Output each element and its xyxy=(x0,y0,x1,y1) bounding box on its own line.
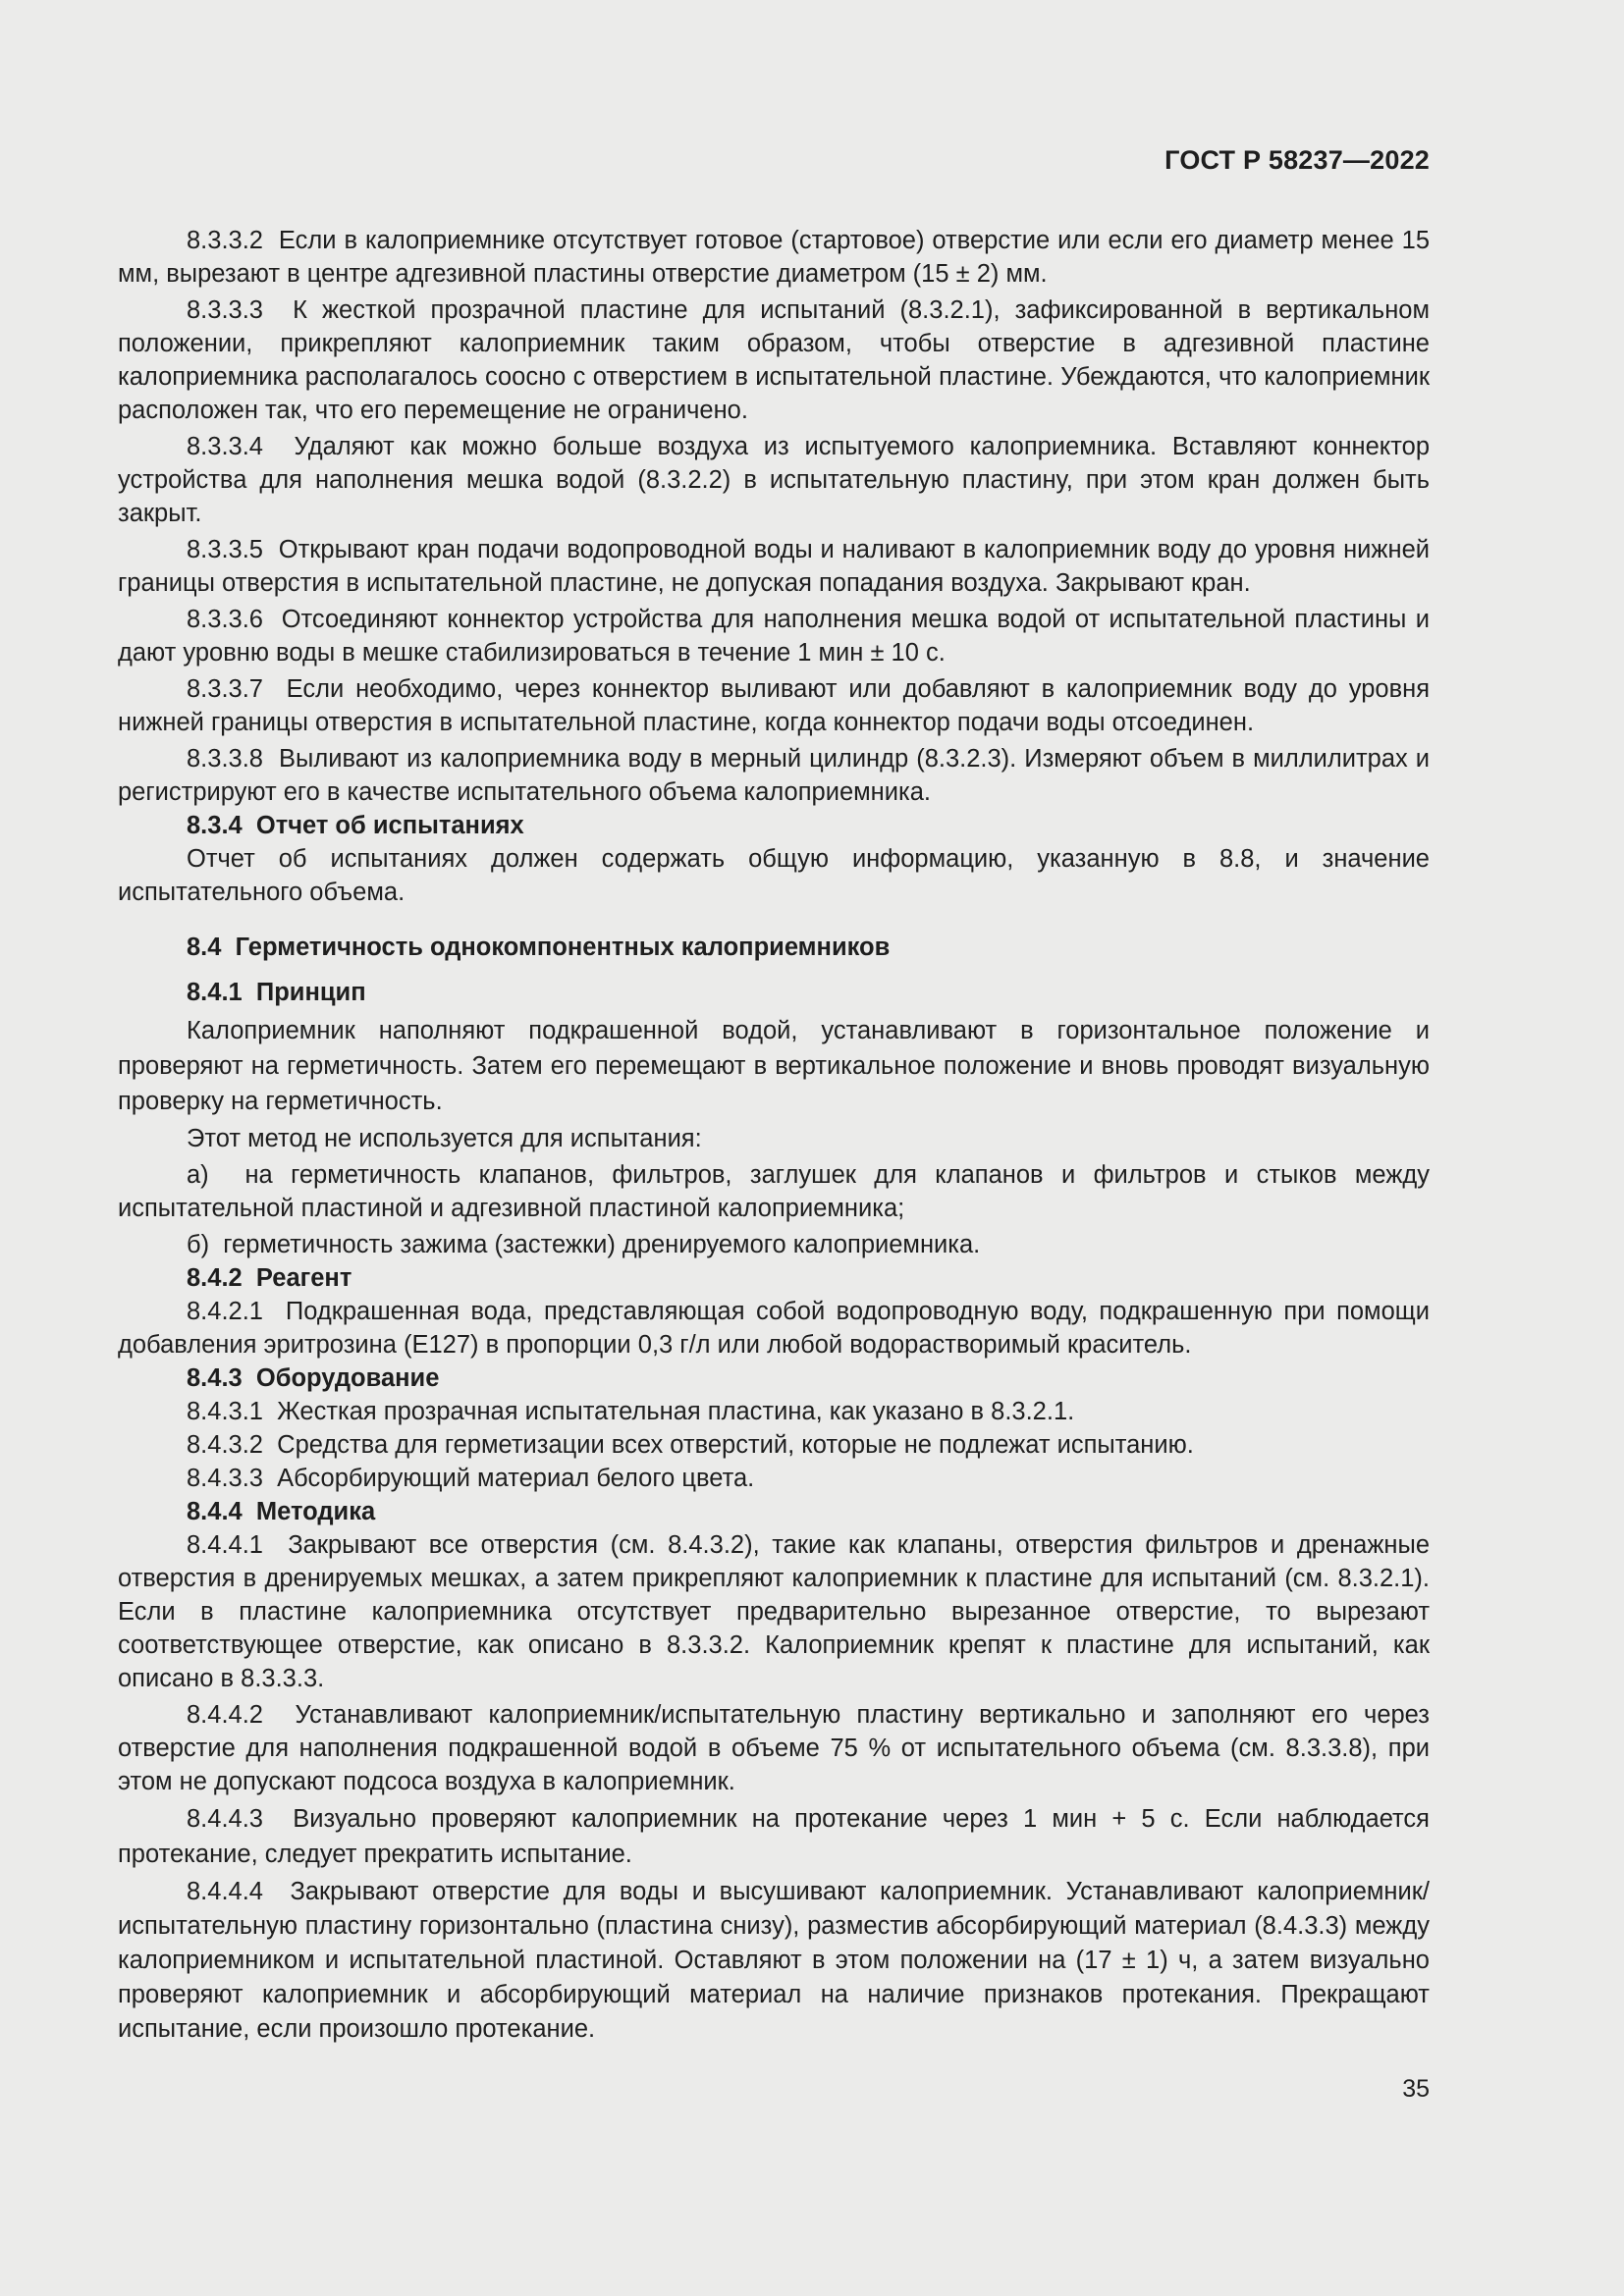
section-title: Принцип xyxy=(255,979,366,1006)
clause-text: Визуально проверяют калоприемник на протекание через 1 мин + 5 с. Если наблюдается протекание, следует прекратить испытание. xyxy=(118,1805,1430,1868)
clause-text: Отсоединяют коннектор устройства для наполнения мешка водой от испытательной пластины и дают уровню воды в мешке стабилизироваться в течение 1 мин ± 10 с. xyxy=(118,606,1430,667)
paragraph-principle xyxy=(118,1013,1430,1119)
paragraph-8-3-3-4 xyxy=(118,430,1430,530)
clause-text: Средства для герметизации всех отверстий, которые не подлежат испытанию. xyxy=(277,1431,1194,1459)
paragraph-8-4-3-1 xyxy=(118,1395,1430,1428)
section-title: Оборудование xyxy=(255,1364,440,1392)
clause-text: Абсорбирующий материал белого цвета. xyxy=(277,1465,755,1492)
paragraph-report-requirements xyxy=(118,842,1430,909)
section-title: Методика xyxy=(255,1498,376,1525)
section-number: 8.4.4 xyxy=(187,1498,243,1525)
paragraph-8-3-3-5 xyxy=(118,533,1430,600)
section-number: 8.4.2 xyxy=(187,1264,243,1292)
clause-number: 8.4.4.3 xyxy=(187,1805,263,1833)
paragraph-8-4-4-4 xyxy=(118,1875,1430,2047)
clause-number: 8.4.3.2 xyxy=(187,1431,263,1459)
clause-number: 8.3.3.6 xyxy=(187,606,263,633)
clause-number: 8.3.3.2 xyxy=(187,227,263,254)
section-heading-8-4 xyxy=(118,931,1430,964)
paragraph-8-3-3-8 xyxy=(118,742,1430,809)
paragraph-8-4-4-1 xyxy=(118,1528,1430,1695)
section-title: Отчет об испытаниях xyxy=(255,812,524,839)
paragraph-8-3-3-2 xyxy=(118,224,1430,291)
clause-text: Закрывают отверстие для воды и высушивают калоприемник. Устанавливают калоприемник/испытательную пластину горизонтально (пластина снизу), разместив абсорбирующий материал (8.4.3.3) между калоприемником и испытательной пластиной. Оставляют в этом положении на (17 ± 1) ч, а затем визуально проверяют калоприемник и абсорбирующий материал на наличие признаков протекания. Прекращают испытание, если произошло протекание. xyxy=(118,1878,1430,2043)
section-heading-8-4-2 xyxy=(118,1261,1430,1295)
paragraph-text: Калоприемник наполняют подкрашенной водой, устанавливают в горизонтальное положение и проверяют на герметичность. Затем его перемещают в вертикальное положение и вновь проводят визуальную проверку на герметичность. xyxy=(118,1017,1430,1115)
section-title: Герметичность однокомпонентных калоприемников xyxy=(235,934,891,961)
document-header-id: ГОСТ Р 58237—2022 xyxy=(1164,145,1430,175)
list-marker: б) xyxy=(187,1231,210,1258)
paragraph-text: Этот метод не используется для испытания: xyxy=(187,1125,702,1152)
clause-text: К жесткой прозрачной пластине для испытаний (8.3.2.1), зафиксированной в вертикальном положении, прикрепляют калоприемник таким образом, чтобы отверстие в адгезивной пластине калоприемника располагалось соосно с отверстием в испытательной пластине. Убеждаются, что калоприемник расположен так, что его перемещение не ограничено. xyxy=(118,296,1430,424)
list-item-a xyxy=(118,1158,1430,1225)
clause-text: Закрывают все отверстия (см. 8.4.3.2), такие как клапаны, отверстия фильтров и дренажные отверстия в дренируемых мешках, а затем прикрепляют калоприемник к пластине для испытаний (см. 8.3.2.1). Если в пластине калоприемника отсутствует предварительно вырезанное отверстие, то вырезают соответствующее отверстие, как описано в 8.3.3.2. Калоприемник крепят к пластине для испытаний, как описано в 8.3.3.3. xyxy=(118,1531,1430,1692)
paragraph-8-4-2-1 xyxy=(118,1295,1430,1362)
clause-number: 8.4.3.1 xyxy=(187,1398,263,1425)
clause-text: Если в калоприемнике отсутствует готовое (стартовое) отверстие или если его диаметр менее 15 мм, вырезают в центре адгезивной пластины отверстие диаметром (15 ± 2) мм. xyxy=(118,227,1430,288)
paragraph-method-limits xyxy=(118,1122,1430,1155)
paragraph-8-3-3-6 xyxy=(118,603,1430,669)
clause-text: Подкрашенная вода, представляющая собой водопроводную воду, подкрашенную при помощи добавления эритрозина (E127) в пропорции 0,3 г/л или любой водорастворимый краситель. xyxy=(118,1298,1430,1359)
clause-text: Если необходимо, через коннектор выливают или добавляют в калоприемник воду до уровня нижней границы отверстия в испытательной пластине, когда коннектор подачи воды отсоединен. xyxy=(118,675,1431,736)
clause-number: 8.3.3.7 xyxy=(187,675,263,703)
paragraph-8-3-3-3 xyxy=(118,294,1430,427)
section-number: 8.4.1 xyxy=(187,979,243,1006)
clause-number: 8.3.3.4 xyxy=(187,433,263,460)
paragraph-text: Отчет об испытаниях должен содержать общую информацию, указанную в 8.8, и значение испытательного объема. xyxy=(118,845,1430,906)
clause-number: 8.3.3.3 xyxy=(187,296,263,324)
clause-number: 8.4.4.1 xyxy=(187,1531,263,1559)
clause-text: Выливают из калоприемника воду в мерный цилиндр (8.3.2.3). Измеряют объем в миллилитрах и регистрируют его в качестве испытательного объема калоприемника. xyxy=(118,745,1430,806)
section-number: 8.4 xyxy=(187,934,222,961)
section-number: 8.3.4 xyxy=(187,812,243,839)
clause-number: 8.3.3.5 xyxy=(187,536,263,563)
clause-number: 8.3.3.8 xyxy=(187,745,263,773)
section-heading-8-4-1 xyxy=(118,976,1430,1009)
clause-number: 8.4.4.4 xyxy=(187,1878,263,1905)
paragraph-8-4-3-2 xyxy=(118,1428,1430,1462)
paragraph-8-3-3-7 xyxy=(118,672,1430,739)
section-title: Реагент xyxy=(255,1264,352,1292)
paragraph-8-4-4-3 xyxy=(118,1801,1430,1872)
paragraph-8-4-3-3 xyxy=(118,1462,1430,1495)
clause-text: Жесткая прозрачная испытательная пластина, как указано в 8.3.2.1. xyxy=(277,1398,1075,1425)
section-number: 8.4.3 xyxy=(187,1364,243,1392)
section-heading-8-3-4 xyxy=(118,809,1430,842)
list-item-text: герметичность зажима (застежки) дренируемого калоприемника. xyxy=(223,1231,981,1258)
clause-number: 8.4.2.1 xyxy=(187,1298,263,1325)
clause-number: 8.4.4.2 xyxy=(187,1701,263,1729)
clause-text: Открывают кран подачи водопроводной воды и наливают в калоприемник воду до уровня нижней границы отверстия в испытательной пластине, не допуская попадания воздуха. Закрывают кран. xyxy=(118,536,1430,597)
clause-text: Устанавливают калоприемник/испытательную пластину вертикально и заполняют его через отверстие для наполнения подкрашенной водой в объеме 75 % от испытательного объема (см. 8.3.3.8), при этом не допускают подсоса воздуха в калоприемник. xyxy=(118,1701,1430,1795)
document-body xyxy=(118,224,1430,2047)
list-item-b xyxy=(118,1228,1430,1261)
list-marker: а) xyxy=(187,1161,209,1189)
paragraph-8-4-4-2 xyxy=(118,1698,1430,1798)
clause-number: 8.4.3.3 xyxy=(187,1465,263,1492)
list-item-text: на герметичность клапанов, фильтров, заглушек для клапанов и фильтров и стыков между испытательной пластиной и адгезивной пластиной калоприемника; xyxy=(118,1161,1431,1222)
section-heading-8-4-3 xyxy=(118,1362,1430,1395)
page-number: 35 xyxy=(1402,2075,1430,2103)
clause-text: Удаляют как можно больше воздуха из испытуемого калоприемника. Вставляют коннектор устройства для наполнения мешка водой (8.3.2.2) в испытательную пластину, при этом кран должен быть закрыт. xyxy=(118,433,1430,527)
section-heading-8-4-4 xyxy=(118,1495,1430,1528)
